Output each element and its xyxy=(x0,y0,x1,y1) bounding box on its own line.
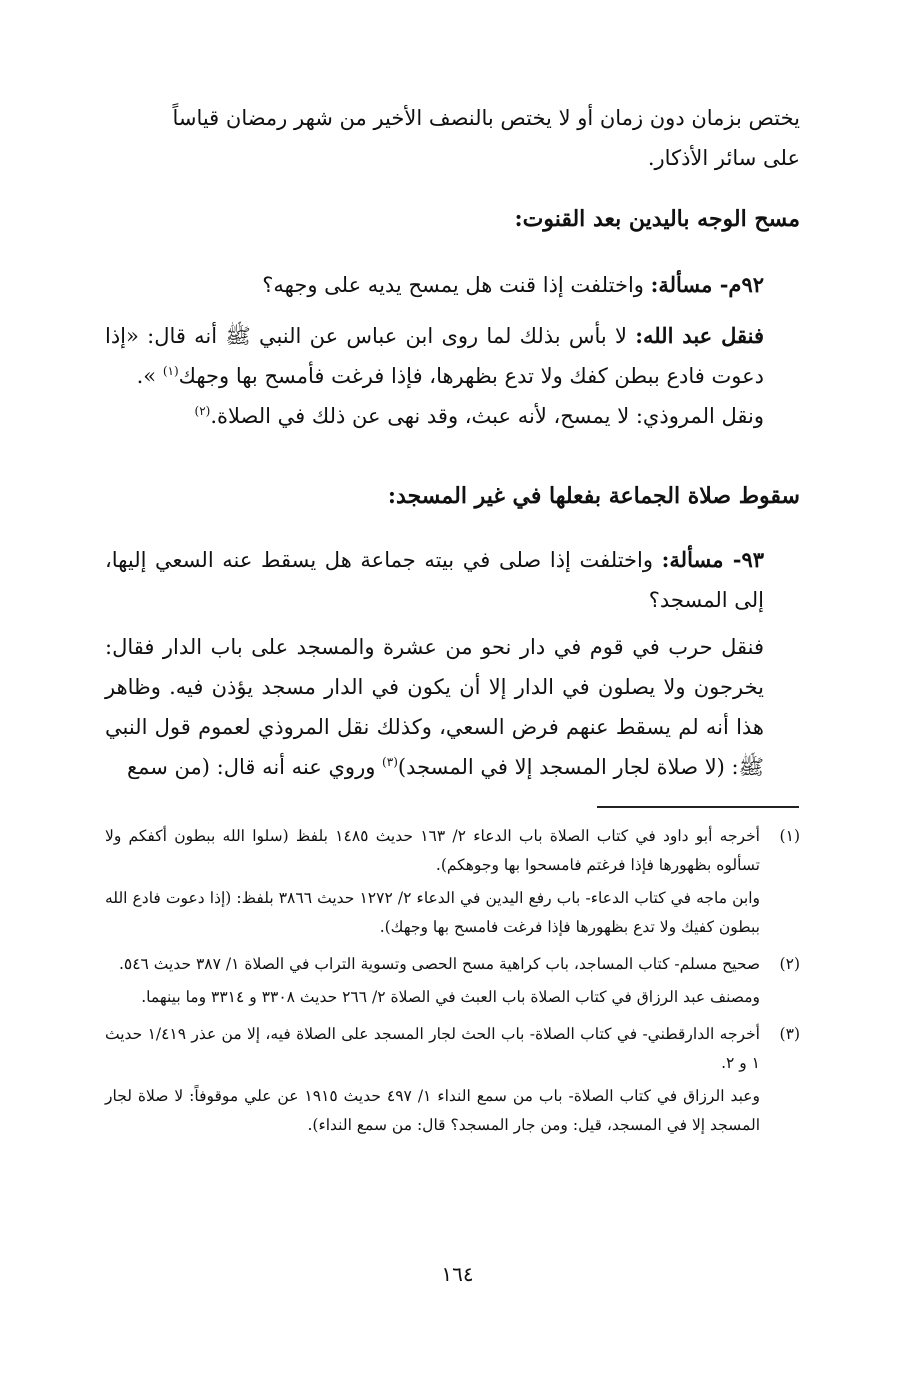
footnote-2 xyxy=(105,950,800,1016)
footnote-3-para-2: وعبد الرزاق في كتاب الصلاة- باب من سمع النداء ١/ ٤٩٧ حديث ١٩١٥ عن علي موقوفاً: لا صلاة لجار المسجد إلا في المسجد، قيل: ومن جار المسجد؟ قال: من سمع النداء). xyxy=(105,1087,760,1134)
footnote-1-para-2: وابن ماجه في كتاب الدعاء- باب رفع اليدين في الدعاء ٢/ ١٢٧٢ حديث ٣٨٦٦ بلفظ: (إذا دعوت فادع الله ببطون كفيك ولا تدع بظهورها فإذا فرغت فامسح بها وجهك). xyxy=(105,889,760,936)
footnote-3-number: (٣) xyxy=(779,1025,800,1043)
footnote-2-number: (٢) xyxy=(779,955,800,973)
paragraph-harb-end: وروي عنه أنه قال: (من سمع xyxy=(126,755,376,779)
footnote-3-para-1: أخرجه الدارقطني- في كتاب الصلاة- باب الحث لجار المسجد على الصلاة فيه، إلا من عذر ١/٤١٩ حديث ١ و ٢. xyxy=(105,1025,760,1072)
intro-line-2: على سائر الأذكار. xyxy=(647,146,800,170)
paragraph-harb xyxy=(105,627,800,787)
paragraph-abdullah xyxy=(105,316,800,436)
narrator-abdullah: فنقل عبد الله: xyxy=(635,323,764,348)
footnote-separator xyxy=(597,806,799,808)
footnote-1 xyxy=(105,822,800,946)
intro-line-1: يختص بزمان دون زمان أو لا يختص بالنصف الأخير من شهر رمضان قياساً xyxy=(172,106,800,130)
footnote-2-para-2: ومصنف عبد الرزاق في كتاب الصلاة باب العبث في الصلاة ٢/ ٢٦٦ حديث ٣٣٠٨ و ٣٣١٤ وما بينهما. xyxy=(141,988,760,1006)
section-1-title: مسح الوجه باليدين بعد القنوت: xyxy=(514,206,800,232)
page-number: ١٦٤ xyxy=(441,1262,474,1286)
footnote-3 xyxy=(105,1020,800,1144)
footnote-ref-3[interactable]: (٣) xyxy=(382,755,398,769)
question-93-text: واختلفت إذا صلى في بيته جماعة هل يسقط عنه السعي إليها، إلى المسجد؟ xyxy=(105,548,764,612)
section-heading-1 xyxy=(105,199,800,239)
question-92-number: ٩٢م- مسألة: xyxy=(650,272,764,297)
question-92 xyxy=(105,265,800,305)
question-92-text: واختلفت إذا قنت هل يمسح يديه على وجهه؟ xyxy=(262,273,644,297)
section-heading-2 xyxy=(105,476,800,516)
question-93-number: ٩٣- مسألة: xyxy=(661,547,764,572)
footnotes xyxy=(105,822,800,1148)
section-2-title: سقوط صلاة الجماعة بفعلها في غير المسجد: xyxy=(387,483,800,509)
footnote-1-number: (١) xyxy=(779,827,800,845)
paragraph-harb-text: فنقل حرب في قوم في دار نحو من عشرة والمسجد على باب الدار فقال: يخرجون ولا يصلون في الدار إلا أن يكون في الدار مسجد يؤذن فيه. وظاهر هذا أنه لم يسقط عنهم فرض السعي، وكذلك نقل المروذي لعموم قول النبي ﷺ: (لا صلاة لجار المسجد إلا في المسجد) xyxy=(105,635,764,779)
paragraph-abdullah-end: ». xyxy=(136,364,157,388)
footnote-2-para-1: صحيح مسلم- كتاب المساجد، باب كراهية مسح الحصى وتسوية التراب في الصلاة ١/ ٣٨٧ حديث ٥٤٦. xyxy=(118,955,760,973)
intro-paragraph xyxy=(105,98,800,178)
question-93 xyxy=(105,540,800,620)
footnote-ref-1[interactable]: (١) xyxy=(162,364,179,378)
footnote-1-para-1: أخرجه أبو داود في كتاب الصلاة باب الدعاء ٢/ ١٦٣ حديث ١٤٨٥ بلفظ (سلوا الله ببطون أكفكم ولا تسألوه بظهورها فإذا فرغتم فامسحوا بها وجوهكم). xyxy=(105,827,760,874)
paragraph-abdullah-text: لا بأس بذلك لما روى ابن عباس عن النبي ﷺ أنه قال: «إذا دعوت فادع ببطن كفك ولا تدع بظهرها، فإذا فرغت فأمسح بها وجهك xyxy=(105,324,764,388)
footnote-ref-2[interactable]: (٢) xyxy=(194,404,211,418)
paragraph-marwazi-text: ونقل المروذي: لا يمسح، لأنه عبث، وقد نهى عن ذلك في الصلاة. xyxy=(210,404,764,428)
